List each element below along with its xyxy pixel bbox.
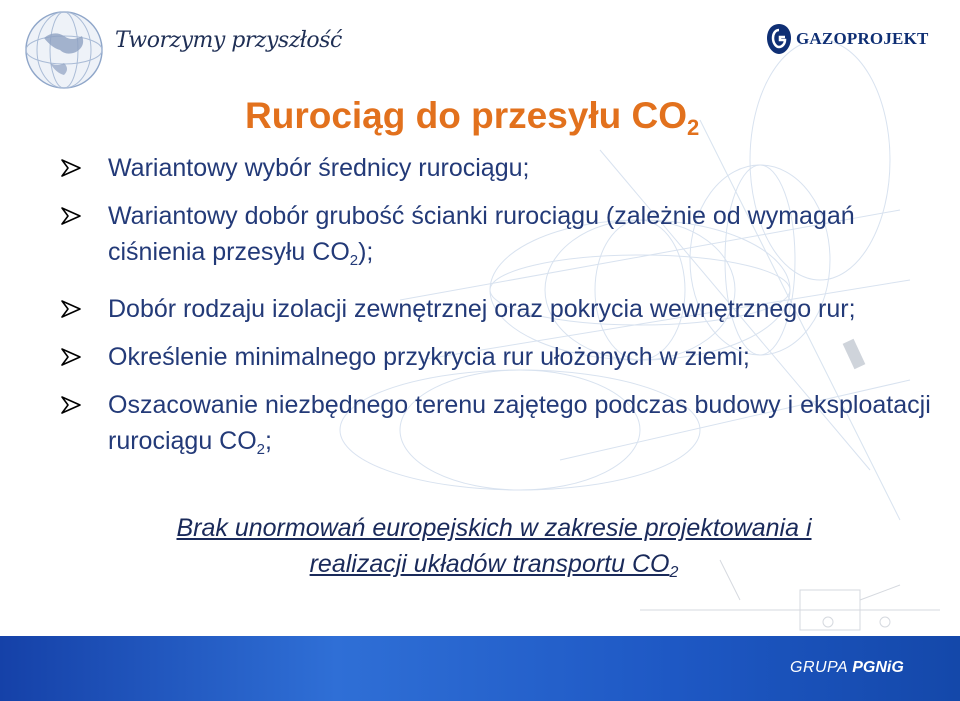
title-text: Rurociąg do przesyłu CO [245,95,688,136]
arrowhead-bullet-icon [60,206,82,226]
bullet-suffix: ; [265,427,272,455]
gazoprojekt-mark-icon [765,23,793,55]
footer-group-label: GRUPA [790,659,849,676]
bullet-item [60,150,950,186]
note-line-1: Brak unormowań europejskich w zakresie projektowania i [176,514,812,542]
bullet-subscript: 2 [349,252,359,269]
bullet-suffix: ); [358,238,374,266]
bullet-text: Określenie minimalnego przykrycia rur ułożonych w ziemi; [108,343,750,371]
arrowhead-bullet-icon [60,299,82,319]
bullet-subscript: 2 [256,441,266,458]
bullet-item [60,339,950,375]
bullet-text: Wariantowy wybór średnicy rurociągu; [108,154,530,182]
pgnig-group-logo [790,652,945,684]
note-subscript: 2 [669,564,679,581]
bullet-item [60,387,950,468]
bullet-list [60,150,950,480]
title-subscript: 2 [687,115,700,140]
company-slogan-logo: Tworzymy przyszłość [115,28,342,53]
globe-logo-icon [22,8,106,92]
footer-brand: PGNiG [852,659,904,676]
gazoprojekt-logo [765,22,929,56]
bullet-text: Dobór rodzaju izolacji zewnętrznej oraz pokrycia wewnętrznego rur; [108,295,856,323]
closing-note [60,510,928,591]
arrowhead-bullet-icon [60,395,82,415]
note-line-2 [60,546,928,591]
bullet-item [60,198,950,279]
bullet-text: Wariantowy dobór grubość ścianki rurociągu (zależnie od wymagań ciśnienia przesyłu CO [108,202,855,266]
note-line-2-text: realizacji układów transportu CO [309,550,670,578]
slide-title [245,95,699,141]
arrowhead-bullet-icon [60,158,82,178]
arrowhead-bullet-icon [60,347,82,367]
bullet-text: Oszacowanie niezbędnego terenu zajętego podczas budowy i eksploatacji rurociągu CO [108,391,931,455]
gazoprojekt-wordmark: GAZOPROJEKT [796,29,929,48]
bullet-item [60,291,950,327]
